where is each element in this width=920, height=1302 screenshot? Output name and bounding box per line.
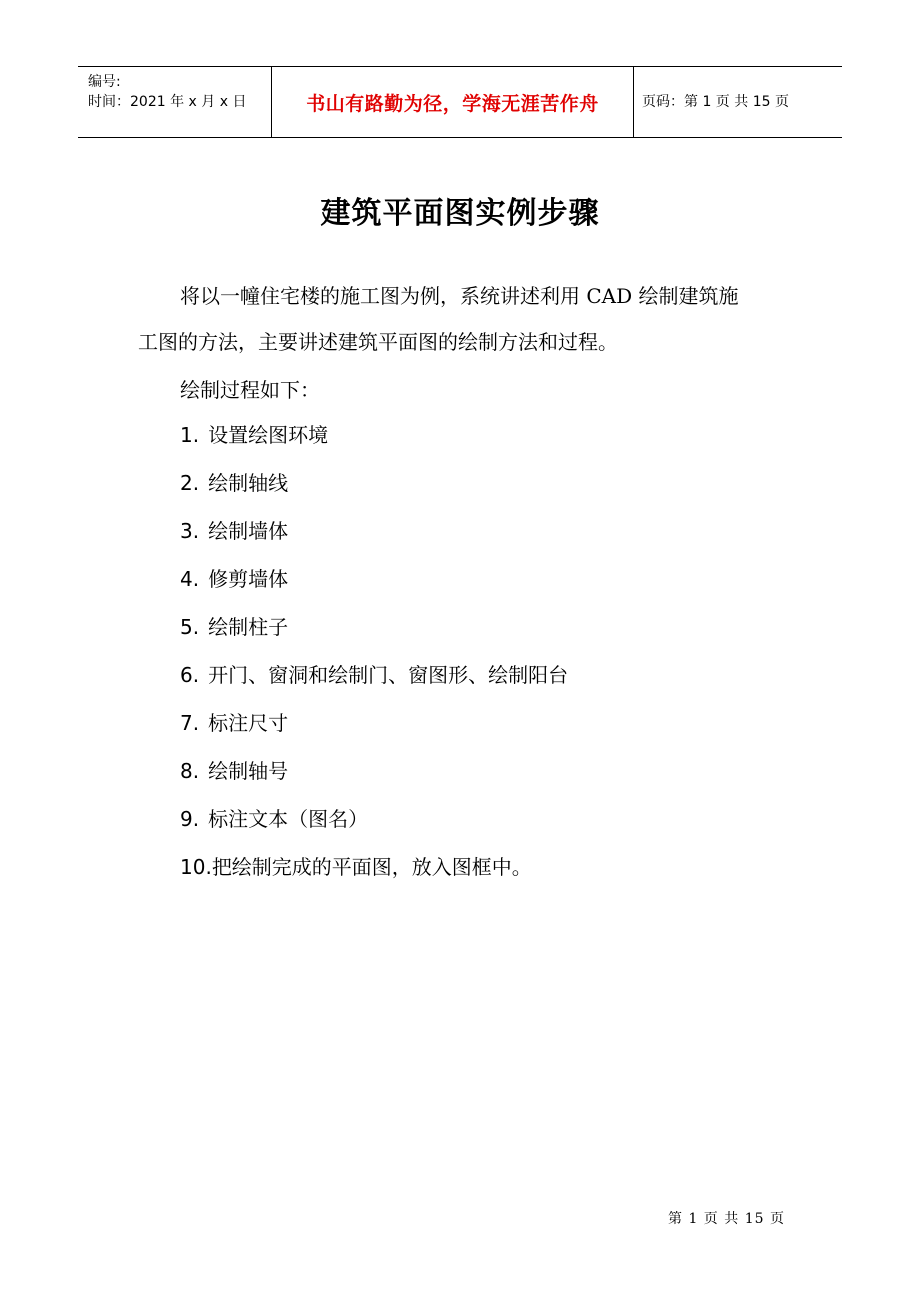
step-text: 绘制柱子 <box>208 615 289 639</box>
doc-time-label: 时间：2021 年 x 月 x 日 <box>88 94 247 110</box>
step-item <box>180 422 568 470</box>
step-number: 1. <box>180 423 200 447</box>
step-item <box>180 470 568 518</box>
step-text: 开门、窗洞和绘制门、窗图形、绘制阳台 <box>208 663 569 687</box>
step-number: 5. <box>180 615 200 639</box>
process-heading: 绘制过程如下： <box>180 378 320 402</box>
header-motto-cell <box>272 67 634 137</box>
step-item <box>180 518 568 566</box>
step-text: 绘制轴线 <box>208 471 289 495</box>
step-item <box>180 806 568 854</box>
step-text: 标注文本（图名） <box>208 807 369 831</box>
footer-page-number: 第 1 页 共 15 页 <box>668 1211 785 1227</box>
step-text: 设置绘图环境 <box>208 423 329 447</box>
header-page-cell <box>634 67 842 137</box>
step-number: 10. <box>180 855 212 879</box>
step-number: 9. <box>180 807 200 831</box>
intro-paragraph-line-2: 工图的方法，主要讲述建筑平面图的绘制方法和过程。 <box>138 330 618 354</box>
step-number: 3. <box>180 519 200 543</box>
step-text: 绘制轴号 <box>208 759 289 783</box>
step-item <box>180 614 568 662</box>
intro-paragraph-line-1: 将以一幢住宅楼的施工图为例，系统讲述利用 CAD 绘制建筑施 <box>180 284 739 308</box>
step-item <box>180 662 568 710</box>
page-header <box>78 66 842 138</box>
document-title: 建筑平面图实例步骤 <box>320 196 600 231</box>
steps-list <box>180 422 568 902</box>
step-text: 修剪墙体 <box>208 567 289 591</box>
header-info-cell <box>78 67 272 137</box>
step-item <box>180 566 568 614</box>
step-number: 6. <box>180 663 200 687</box>
doc-number-label: 编号: <box>88 74 121 90</box>
step-text: 把绘制完成的平面图，放入图框中。 <box>211 855 532 879</box>
step-item <box>180 758 568 806</box>
step-number: 8. <box>180 759 200 783</box>
step-number: 2. <box>180 471 200 495</box>
step-text: 绘制墙体 <box>208 519 289 543</box>
step-text: 标注尺寸 <box>208 711 289 735</box>
motto-text: 书山有路勤为径，学海无涯苦作舟 <box>306 93 599 115</box>
step-item <box>180 710 568 758</box>
header-page-number: 页码：第 1 页 共 15 页 <box>642 94 789 110</box>
step-item <box>180 854 568 902</box>
step-number: 4. <box>180 567 200 591</box>
step-number: 7. <box>180 711 200 735</box>
